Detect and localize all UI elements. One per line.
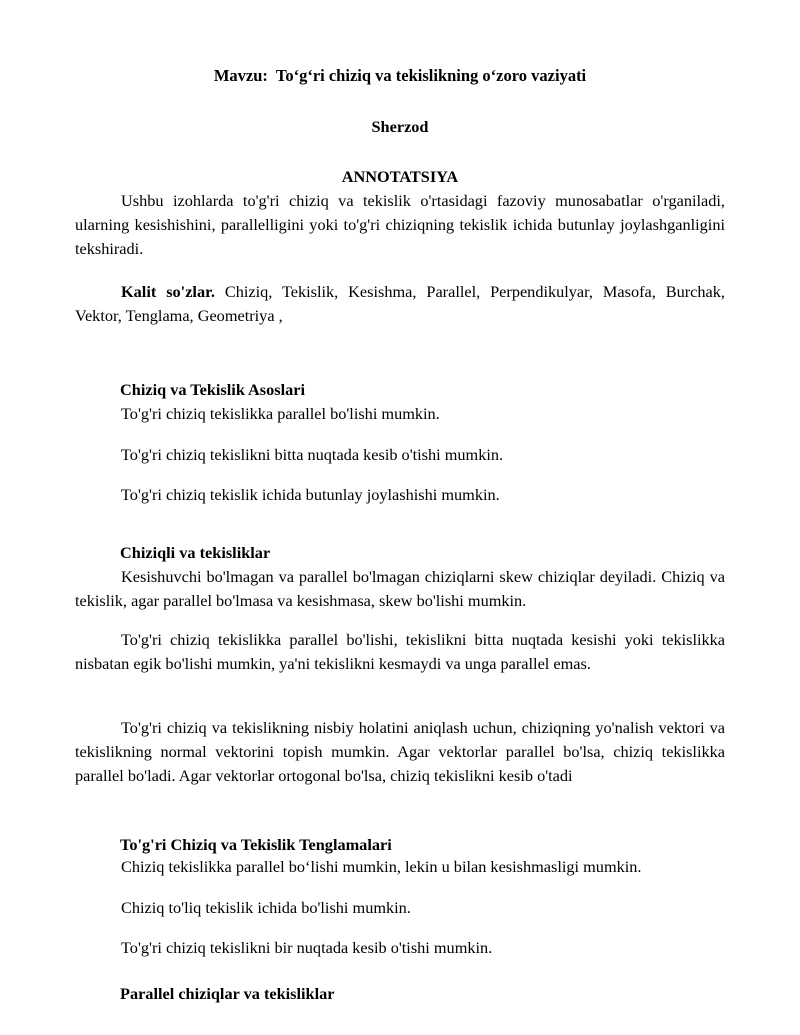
keywords-text: Chiziq, Tekislik, Kesishma, Parallel, Perpendikulyar, Masofa, Burchak, Vektor, Tenglama, Geometriya ,: [75, 282, 725, 325]
paragraph-text: To'g'ri chiziq va tekislikning nisbiy holatini aniqlash uchun, chiziqning yo'nalish vektori va tekislikning normal vektorini topish mumkin. Agar vektorlar parallel bo'lsa, chiziq tekislikka parallel bo'ladi. Agar vektorlar ortogonal bo'lsa, chiziq tekislikni kesib o'tadi: [75, 718, 725, 785]
author-name: Sherzod: [371, 117, 429, 136]
body-paragraph: [75, 716, 725, 788]
topic-title: Mavzu: To‘g‘ri chiziq va tekislikning o‘zoro vaziyati: [213, 66, 587, 85]
section-line: Chiziq tekislikka parallel bo‘lishi mumkin, lekin u bilan kesishmasligi mumkin.: [121, 857, 642, 876]
paragraph-text: Kesishuvchi bo'lmagan va parallel bo'lmagan chiziqlarni skew chiziqlar deyiladi. Chiziq va tekislik, agar parallel bo'lmasa va kesishmasa, skew bo'lishi mumkin.: [75, 567, 725, 610]
section-heading: Chiziqli va tekisliklar: [120, 543, 271, 562]
annotation-title: ANNOTATSIYA: [341, 167, 459, 186]
section-heading: Chiziq va Tekislik Asoslari: [120, 380, 306, 399]
section-heading: To'g'ri Chiziq va Tekislik Tenglamalari: [120, 835, 392, 854]
section-line: To'g'ri chiziq tekislikni bitta nuqtada kesib o'tishi mumkin.: [121, 445, 504, 464]
section-line: Chiziq to'liq tekislik ichida bo'lishi mumkin.: [121, 898, 411, 917]
section-line: To'g'ri chiziq tekislikka parallel bo'lishi mumkin.: [121, 404, 440, 423]
body-paragraph: [75, 628, 725, 676]
keywords-label: Kalit so'zlar.: [121, 282, 215, 301]
section-line: To'g'ri chiziq tekislikni bir nuqtada kesib o'tishi mumkin.: [121, 938, 493, 957]
body-paragraph: [75, 565, 725, 613]
keywords-paragraph: [75, 280, 725, 328]
annotation-text: Ushbu izohlarda to'g'ri chiziq va tekislik o'rtasidagi fazoviy munosabatlar o'rganiladi, ularning kesishishini, parallelligini yoki to'g'ri chiziqning tekislik ichida butunlay joylashganligini tekshiradi.: [75, 191, 725, 258]
paragraph-text: To'g'ri chiziq tekislikka parallel bo'lishi, tekislikni bitta nuqtada kesishi yoki tekislikka nisbatan egik bo'lishi mumkin, ya'ni tekislikni kesmaydi va unga parallel emas.: [75, 630, 725, 673]
section-heading: Parallel chiziqlar va tekisliklar: [120, 984, 335, 1003]
annotation-paragraph: [75, 189, 725, 261]
section-line: To'g'ri chiziq tekislik ichida butunlay joylashishi mumkin.: [121, 485, 500, 504]
